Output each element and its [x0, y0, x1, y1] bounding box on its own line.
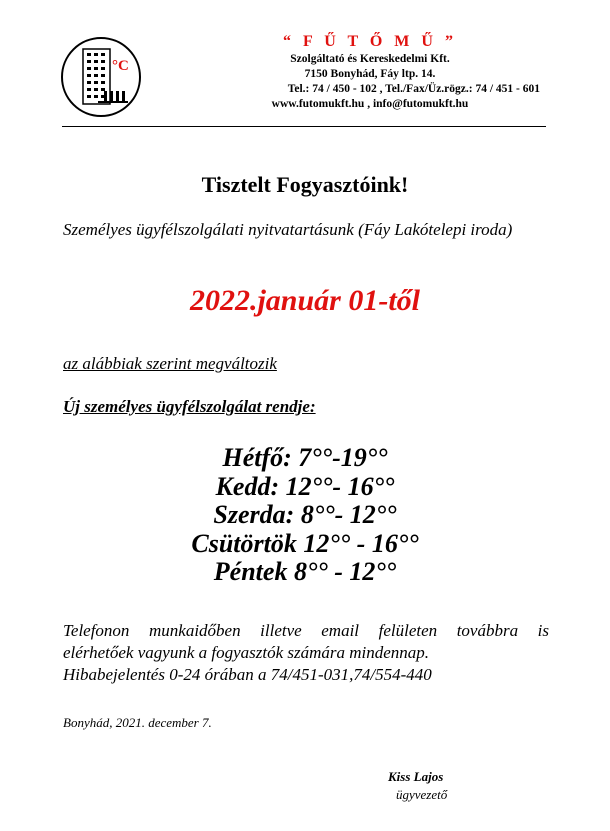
header-divider — [62, 126, 546, 127]
hours-tuesday: Kedd: 12°°- 16°° — [215, 471, 395, 501]
opening-hours — [0, 444, 610, 587]
info-line-2: elérhetőek vagyunk a fogyasztók számára mindennap. — [63, 643, 430, 662]
effective-date: 2022.január 01-től — [189, 284, 421, 317]
company-web-email: www.futomukft.hu , info@futomukft.hu — [271, 98, 469, 110]
letterhead — [200, 34, 540, 112]
company-phones: Tel.: 74 / 450 - 102 , Tel./Fax/Üz.rögz.: 74 / 451 - 601 — [287, 83, 540, 95]
company-name: “ F Ű T Ő M Ű ” — [283, 33, 457, 50]
place-date: Bonyhád, 2021. december 7. — [63, 715, 212, 730]
info-line-1: Telefonon munkaidőben illetve email felületen továbbra is — [63, 621, 549, 640]
schedule-heading: Új személyes ügyfélszolgálat rendje: — [63, 397, 316, 416]
hours-thursday: Csütörtök 12°° - 16°° — [191, 528, 419, 558]
info-line-3: Hibabejelentés 0-24 órában a 74/451-031,74/554-440 — [63, 665, 432, 684]
notice-title: Tisztelt Fogyasztóink! — [201, 172, 409, 197]
signer-name: Kiss Lajos — [388, 769, 444, 784]
contact-info — [63, 620, 549, 686]
signature-block — [388, 768, 468, 804]
hours-wednesday: Szerda: 8°°- 12°° — [213, 500, 397, 529]
company-type: Szolgáltató és Kereskedelmi Kft. — [290, 53, 450, 65]
company-logo — [60, 36, 142, 118]
signer-role: ügyvezető — [396, 787, 448, 802]
celsius-symbol: °C — [112, 58, 129, 74]
change-note: az alábbiak szerint megváltozik — [63, 354, 277, 373]
company-address: 7150 Bonyhád, Fáy ltp. 14. — [304, 68, 436, 80]
hours-monday: Hétfő: 7°°-19°° — [222, 443, 388, 472]
hours-friday: Péntek 8°° - 12°° — [213, 557, 397, 586]
notice-intro: Személyes ügyfélszolgálati nyitvatartásunk (Fáy Lakótelepi iroda) — [63, 220, 513, 239]
